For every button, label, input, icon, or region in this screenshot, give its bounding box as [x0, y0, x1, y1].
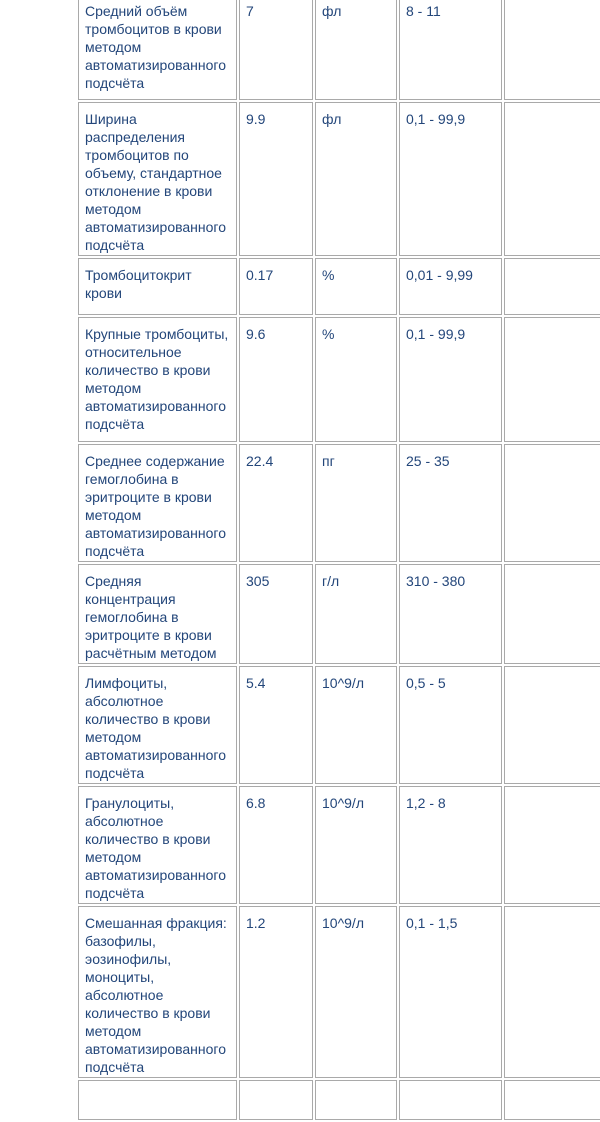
table-row	[78, 444, 600, 562]
empty-cell	[504, 444, 600, 562]
unit-cell: 10^9/л	[315, 906, 397, 1078]
empty-cell	[504, 564, 600, 664]
test-name-cell: Крупные тромбоциты, относительное количество в крови методом автоматизированного подсчёта	[78, 317, 237, 442]
unit-cell: 10^9/л	[315, 666, 397, 784]
test-name-cell: Лимфоциты, абсолютное количество в крови методом автоматизированного подсчёта	[78, 666, 237, 784]
reference-range-cell: 0,1 - 99,9	[399, 317, 502, 442]
cut-off-cell	[78, 1080, 237, 1120]
empty-cell	[504, 1080, 600, 1120]
result-value-cell: 1.2	[239, 906, 313, 1078]
table-row	[78, 906, 600, 1078]
table-row	[78, 317, 600, 442]
reference-range-cell: 310 - 380	[399, 564, 502, 664]
result-value-cell: 7	[239, 0, 313, 100]
table-row	[78, 102, 600, 256]
unit-cell: 10^9/л	[315, 786, 397, 904]
test-name-cell: Ширина распределения тромбоцитов по объему, стандартное отклонение в крови методом автоматизированного подсчёта	[78, 102, 237, 256]
result-value-cell: 5.4	[239, 666, 313, 784]
test-name-cell: Средняя концентрация гемоглобина в эритроците в крови расчётным методом	[78, 564, 237, 664]
reference-range-cell: 0,01 - 9,99	[399, 258, 502, 315]
empty-cell	[504, 906, 600, 1078]
table-row	[78, 1080, 600, 1120]
result-value-cell: 22.4	[239, 444, 313, 562]
empty-cell	[504, 0, 600, 100]
test-name-cell: Смешанная фракция: базофилы, эозинофилы, моноциты, абсолютное количество в крови методом автоматизированного подсчёта	[78, 906, 237, 1078]
unit-cell: пг	[315, 444, 397, 562]
test-name-cell: Среднее содержание гемоглобина в эритроците в крови методом автоматизированного подсчёта	[78, 444, 237, 562]
empty-cell	[504, 666, 600, 784]
cut-off-cell	[315, 1080, 397, 1120]
table-row	[78, 564, 600, 664]
empty-cell	[504, 786, 600, 904]
reference-range-cell: 25 - 35	[399, 444, 502, 562]
reference-range-cell: 0,1 - 99,9	[399, 102, 502, 256]
reference-range-cell: 0,5 - 5	[399, 666, 502, 784]
unit-cell: %	[315, 317, 397, 442]
table-row	[78, 258, 600, 315]
table-row	[78, 0, 600, 100]
result-value-cell: 9.9	[239, 102, 313, 256]
table-row	[78, 786, 600, 904]
lab-results-table	[76, 0, 600, 1122]
unit-cell: фл	[315, 0, 397, 100]
empty-cell	[504, 258, 600, 315]
result-value-cell: 0.17	[239, 258, 313, 315]
reference-range-cell: 0,1 - 1,5	[399, 906, 502, 1078]
cut-off-cell	[239, 1080, 313, 1120]
cut-off-cell	[399, 1080, 502, 1120]
test-name-cell: Гранулоциты, абсолютное количество в крови методом автоматизированного подсчёта	[78, 786, 237, 904]
empty-cell	[504, 317, 600, 442]
result-value-cell: 305	[239, 564, 313, 664]
reference-range-cell: 8 - 11	[399, 0, 502, 100]
reference-range-cell: 1,2 - 8	[399, 786, 502, 904]
result-value-cell: 9.6	[239, 317, 313, 442]
table-row	[78, 666, 600, 784]
unit-cell: фл	[315, 102, 397, 256]
unit-cell: г/л	[315, 564, 397, 664]
empty-cell	[504, 102, 600, 256]
test-name-cell: Тромбоцитокрит крови	[78, 258, 237, 315]
result-value-cell: 6.8	[239, 786, 313, 904]
test-name-cell: Средний объём тромбоцитов в крови методом автоматизированного подсчёта	[78, 0, 237, 100]
unit-cell: %	[315, 258, 397, 315]
